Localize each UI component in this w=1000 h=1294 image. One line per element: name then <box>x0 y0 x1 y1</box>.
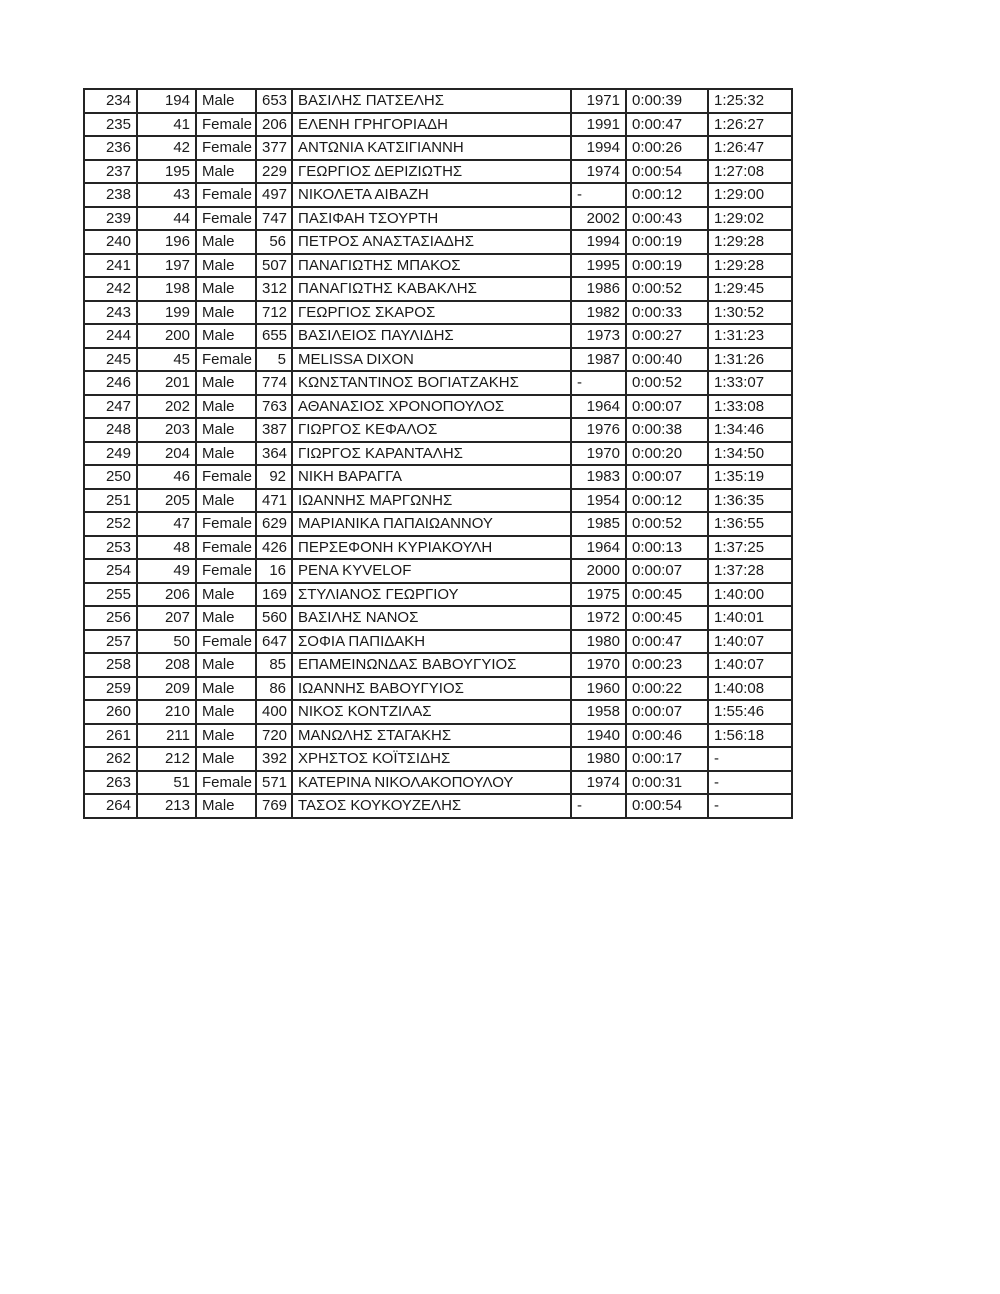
cell-bib-number: 471 <box>256 489 292 513</box>
cell-gender: Male <box>196 160 256 184</box>
cell-bib-number: 392 <box>256 747 292 771</box>
cell-overall-rank: 261 <box>84 724 137 748</box>
table-row <box>84 301 792 325</box>
cell-birth-year: 1970 <box>571 653 626 677</box>
cell-gap-time: 0:00:52 <box>626 277 708 301</box>
cell-overall-rank: 245 <box>84 348 137 372</box>
cell-bib-number: 5 <box>256 348 292 372</box>
cell-gap-time: 0:00:19 <box>626 230 708 254</box>
table-row <box>84 395 792 419</box>
cell-gender-rank: 210 <box>137 700 196 724</box>
table-row <box>84 277 792 301</box>
cell-overall-rank: 240 <box>84 230 137 254</box>
table-row <box>84 489 792 513</box>
cell-athlete-name: ΣΤΥΛΙΑΝΟΣ ΓΕΩΡΓΙΟΥ <box>292 583 571 607</box>
table-row <box>84 254 792 278</box>
cell-athlete-name: ΜΑΡΙΑΝΙΚΑ ΠΑΠΑΙΩΑΝΝΟΥ <box>292 512 571 536</box>
cell-overall-rank: 248 <box>84 418 137 442</box>
cell-gender-rank: 211 <box>137 724 196 748</box>
cell-overall-rank: 263 <box>84 771 137 795</box>
cell-overall-rank: 253 <box>84 536 137 560</box>
cell-gender: Male <box>196 324 256 348</box>
cell-bib-number: 497 <box>256 183 292 207</box>
cell-overall-rank: 235 <box>84 113 137 137</box>
cell-bib-number: 229 <box>256 160 292 184</box>
cell-gap-time: 0:00:12 <box>626 489 708 513</box>
table-row <box>84 677 792 701</box>
cell-finish-time: 1:29:28 <box>708 230 792 254</box>
cell-athlete-name: ΝΙΚΟΛΕΤΑ ΑΙΒΑΖΗ <box>292 183 571 207</box>
table-row <box>84 136 792 160</box>
cell-overall-rank: 234 <box>84 89 137 113</box>
cell-finish-time: 1:40:08 <box>708 677 792 701</box>
table-row <box>84 348 792 372</box>
cell-bib-number: 85 <box>256 653 292 677</box>
cell-gap-time: 0:00:38 <box>626 418 708 442</box>
cell-birth-year: 1972 <box>571 606 626 630</box>
cell-overall-rank: 243 <box>84 301 137 325</box>
cell-gender: Male <box>196 747 256 771</box>
cell-overall-rank: 244 <box>84 324 137 348</box>
cell-gap-time: 0:00:07 <box>626 559 708 583</box>
cell-gender-rank: 208 <box>137 653 196 677</box>
cell-athlete-name: ΧΡΗΣΤΟΣ ΚΟΪΤΣΙΔΗΣ <box>292 747 571 771</box>
cell-athlete-name: MELISSA DIXON <box>292 348 571 372</box>
cell-gender: Male <box>196 371 256 395</box>
cell-athlete-name: ΙΩΑΝΝΗΣ ΜΑΡΓΩΝΗΣ <box>292 489 571 513</box>
cell-athlete-name: ΝΙΚΗ ΒΑΡΑΓΓΑ <box>292 465 571 489</box>
cell-overall-rank: 255 <box>84 583 137 607</box>
cell-athlete-name: ΠΑΝΑΓΙΩΤΗΣ ΚΑΒΑΚΛΗΣ <box>292 277 571 301</box>
cell-overall-rank: 262 <box>84 747 137 771</box>
cell-gender: Male <box>196 418 256 442</box>
cell-finish-time: - <box>708 794 792 818</box>
cell-birth-year: 1954 <box>571 489 626 513</box>
cell-athlete-name: ΣΟΦΙΑ ΠΑΠΙΔΑΚΗ <box>292 630 571 654</box>
cell-birth-year: 1940 <box>571 724 626 748</box>
cell-gender-rank: 204 <box>137 442 196 466</box>
cell-gender: Female <box>196 465 256 489</box>
cell-finish-time: 1:37:25 <box>708 536 792 560</box>
cell-overall-rank: 251 <box>84 489 137 513</box>
cell-gender-rank: 45 <box>137 348 196 372</box>
cell-finish-time: 1:33:07 <box>708 371 792 395</box>
cell-birth-year: 1991 <box>571 113 626 137</box>
cell-bib-number: 653 <box>256 89 292 113</box>
cell-gender: Female <box>196 536 256 560</box>
cell-gender-rank: 195 <box>137 160 196 184</box>
cell-athlete-name: ΓΕΩΡΓΙΟΣ ΔΕΡΙΖΙΩΤΗΣ <box>292 160 571 184</box>
cell-gender: Female <box>196 183 256 207</box>
cell-gender: Male <box>196 677 256 701</box>
table-row <box>84 771 792 795</box>
cell-overall-rank: 238 <box>84 183 137 207</box>
cell-gender: Female <box>196 348 256 372</box>
cell-gender: Female <box>196 630 256 654</box>
cell-gender-rank: 213 <box>137 794 196 818</box>
cell-bib-number: 206 <box>256 113 292 137</box>
cell-overall-rank: 259 <box>84 677 137 701</box>
cell-gender: Male <box>196 653 256 677</box>
table-row <box>84 89 792 113</box>
cell-bib-number: 763 <box>256 395 292 419</box>
table-row <box>84 724 792 748</box>
cell-gender-rank: 43 <box>137 183 196 207</box>
cell-overall-rank: 264 <box>84 794 137 818</box>
cell-athlete-name: ΚΑΤΕΡΙΝΑ ΝΙΚΟΛΑΚΟΠΟΥΛΟΥ <box>292 771 571 795</box>
cell-gender: Male <box>196 583 256 607</box>
cell-bib-number: 655 <box>256 324 292 348</box>
cell-gap-time: 0:00:17 <box>626 747 708 771</box>
cell-overall-rank: 256 <box>84 606 137 630</box>
table-row <box>84 371 792 395</box>
cell-birth-year: - <box>571 794 626 818</box>
cell-gender-rank: 207 <box>137 606 196 630</box>
cell-overall-rank: 239 <box>84 207 137 231</box>
cell-gap-time: 0:00:52 <box>626 512 708 536</box>
table-row <box>84 230 792 254</box>
cell-gender-rank: 202 <box>137 395 196 419</box>
table-row <box>84 113 792 137</box>
cell-bib-number: 377 <box>256 136 292 160</box>
cell-gap-time: 0:00:45 <box>626 606 708 630</box>
cell-overall-rank: 260 <box>84 700 137 724</box>
cell-finish-time: 1:29:00 <box>708 183 792 207</box>
cell-overall-rank: 257 <box>84 630 137 654</box>
cell-finish-time: - <box>708 771 792 795</box>
cell-bib-number: 571 <box>256 771 292 795</box>
cell-birth-year: 1994 <box>571 136 626 160</box>
table-row <box>84 794 792 818</box>
cell-athlete-name: ΠΕΡΣΕΦΟΝΗ ΚΥΡΙΑΚΟΥΛΗ <box>292 536 571 560</box>
cell-overall-rank: 246 <box>84 371 137 395</box>
cell-bib-number: 312 <box>256 277 292 301</box>
cell-gender: Male <box>196 230 256 254</box>
cell-birth-year: 1980 <box>571 630 626 654</box>
cell-gap-time: 0:00:47 <box>626 630 708 654</box>
cell-athlete-name: ΠΑΝΑΓΙΩΤΗΣ ΜΠΑΚΟΣ <box>292 254 571 278</box>
table-row <box>84 653 792 677</box>
cell-athlete-name: ΒΑΣΙΛΗΣ ΝΑΝΟΣ <box>292 606 571 630</box>
table-row <box>84 583 792 607</box>
cell-birth-year: 1983 <box>571 465 626 489</box>
cell-gender: Female <box>196 136 256 160</box>
cell-overall-rank: 237 <box>84 160 137 184</box>
table-row <box>84 630 792 654</box>
cell-gender: Male <box>196 277 256 301</box>
cell-gender-rank: 46 <box>137 465 196 489</box>
cell-finish-time: 1:34:46 <box>708 418 792 442</box>
table-row <box>84 183 792 207</box>
cell-overall-rank: 252 <box>84 512 137 536</box>
cell-finish-time: 1:40:01 <box>708 606 792 630</box>
cell-finish-time: 1:56:18 <box>708 724 792 748</box>
cell-athlete-name: ΑΘΑΝΑΣΙΟΣ ΧΡΟΝΟΠΟΥΛΟΣ <box>292 395 571 419</box>
cell-bib-number: 747 <box>256 207 292 231</box>
cell-gap-time: 0:00:07 <box>626 700 708 724</box>
cell-finish-time: 1:55:46 <box>708 700 792 724</box>
cell-overall-rank: 249 <box>84 442 137 466</box>
cell-finish-time: 1:30:52 <box>708 301 792 325</box>
table-row <box>84 606 792 630</box>
cell-athlete-name: ΠΑΣΙΦΑΗ ΤΣΟΥΡΤΗ <box>292 207 571 231</box>
cell-finish-time: 1:31:23 <box>708 324 792 348</box>
cell-gender: Female <box>196 113 256 137</box>
cell-bib-number: 387 <box>256 418 292 442</box>
cell-gender: Male <box>196 724 256 748</box>
cell-finish-time: 1:27:08 <box>708 160 792 184</box>
cell-finish-time: 1:36:55 <box>708 512 792 536</box>
cell-finish-time: 1:33:08 <box>708 395 792 419</box>
cell-gender-rank: 47 <box>137 512 196 536</box>
cell-birth-year: 1974 <box>571 160 626 184</box>
cell-athlete-name: ΓΙΩΡΓΟΣ ΚΑΡΑΝΤΑΛΗΣ <box>292 442 571 466</box>
cell-overall-rank: 242 <box>84 277 137 301</box>
cell-gender: Male <box>196 606 256 630</box>
cell-finish-time: 1:36:35 <box>708 489 792 513</box>
cell-finish-time: 1:37:28 <box>708 559 792 583</box>
cell-gap-time: 0:00:52 <box>626 371 708 395</box>
cell-bib-number: 56 <box>256 230 292 254</box>
cell-gender-rank: 50 <box>137 630 196 654</box>
cell-gap-time: 0:00:12 <box>626 183 708 207</box>
cell-birth-year: 1958 <box>571 700 626 724</box>
cell-birth-year: 1987 <box>571 348 626 372</box>
cell-gap-time: 0:00:26 <box>626 136 708 160</box>
cell-gender: Male <box>196 395 256 419</box>
cell-birth-year: 1980 <box>571 747 626 771</box>
cell-athlete-name: ΒΑΣΙΛΕΙΟΣ ΠΑΥΛΙΔΗΣ <box>292 324 571 348</box>
cell-bib-number: 169 <box>256 583 292 607</box>
cell-birth-year: 1971 <box>571 89 626 113</box>
cell-gender: Male <box>196 794 256 818</box>
cell-birth-year: 1960 <box>571 677 626 701</box>
cell-finish-time: 1:40:00 <box>708 583 792 607</box>
cell-birth-year: - <box>571 183 626 207</box>
cell-overall-rank: 258 <box>84 653 137 677</box>
cell-athlete-name: ΠΕΤΡΟΣ ΑΝΑΣΤΑΣΙΑΔΗΣ <box>292 230 571 254</box>
cell-bib-number: 647 <box>256 630 292 654</box>
cell-gender: Male <box>196 89 256 113</box>
cell-birth-year: 1986 <box>571 277 626 301</box>
cell-bib-number: 364 <box>256 442 292 466</box>
cell-gap-time: 0:00:54 <box>626 160 708 184</box>
cell-gender: Female <box>196 559 256 583</box>
cell-gender-rank: 209 <box>137 677 196 701</box>
cell-gender: Male <box>196 254 256 278</box>
cell-bib-number: 400 <box>256 700 292 724</box>
cell-overall-rank: 247 <box>84 395 137 419</box>
cell-gap-time: 0:00:43 <box>626 207 708 231</box>
cell-birth-year: 1994 <box>571 230 626 254</box>
cell-gender-rank: 201 <box>137 371 196 395</box>
cell-athlete-name: ΚΩΝΣΤΑΝΤΙΝΟΣ ΒΟΓΙΑΤΖΑΚΗΣ <box>292 371 571 395</box>
table-row <box>84 700 792 724</box>
cell-bib-number: 16 <box>256 559 292 583</box>
cell-overall-rank: 254 <box>84 559 137 583</box>
cell-gender-rank: 206 <box>137 583 196 607</box>
cell-bib-number: 86 <box>256 677 292 701</box>
cell-gender-rank: 49 <box>137 559 196 583</box>
cell-bib-number: 507 <box>256 254 292 278</box>
cell-birth-year: 2000 <box>571 559 626 583</box>
cell-overall-rank: 236 <box>84 136 137 160</box>
cell-birth-year: 1985 <box>571 512 626 536</box>
cell-birth-year: 1976 <box>571 418 626 442</box>
cell-gender-rank: 48 <box>137 536 196 560</box>
cell-gap-time: 0:00:13 <box>626 536 708 560</box>
cell-athlete-name: PENA KYVELOF <box>292 559 571 583</box>
cell-finish-time: 1:26:27 <box>708 113 792 137</box>
cell-birth-year: 1995 <box>571 254 626 278</box>
cell-gender-rank: 196 <box>137 230 196 254</box>
cell-finish-time: 1:26:47 <box>708 136 792 160</box>
cell-athlete-name: ΤΑΣΟΣ ΚΟΥΚΟΥΖΕΛΗΣ <box>292 794 571 818</box>
cell-overall-rank: 241 <box>84 254 137 278</box>
cell-bib-number: 720 <box>256 724 292 748</box>
cell-gap-time: 0:00:20 <box>626 442 708 466</box>
cell-bib-number: 769 <box>256 794 292 818</box>
cell-gender-rank: 200 <box>137 324 196 348</box>
cell-gender: Male <box>196 301 256 325</box>
cell-athlete-name: ΕΛΕΝΗ ΓΡΗΓΟΡΙΑΔΗ <box>292 113 571 137</box>
cell-birth-year: 1970 <box>571 442 626 466</box>
results-table-body <box>84 89 792 818</box>
cell-gap-time: 0:00:22 <box>626 677 708 701</box>
cell-finish-time: 1:40:07 <box>708 630 792 654</box>
cell-gap-time: 0:00:46 <box>626 724 708 748</box>
cell-gap-time: 0:00:19 <box>626 254 708 278</box>
table-row <box>84 536 792 560</box>
cell-athlete-name: ΕΠΑΜΕΙΝΩΝΔΑΣ ΒΑΒΟΥΓΥΙΟΣ <box>292 653 571 677</box>
cell-bib-number: 560 <box>256 606 292 630</box>
cell-gender-rank: 41 <box>137 113 196 137</box>
cell-gender-rank: 205 <box>137 489 196 513</box>
cell-athlete-name: ΙΩΑΝΝΗΣ ΒΑΒΟΥΓΥΙΟΣ <box>292 677 571 701</box>
cell-athlete-name: ΝΙΚΟΣ ΚΟΝΤΖΙΛΑΣ <box>292 700 571 724</box>
cell-birth-year: 1964 <box>571 536 626 560</box>
cell-birth-year: 2002 <box>571 207 626 231</box>
cell-finish-time: 1:29:02 <box>708 207 792 231</box>
cell-finish-time: 1:35:19 <box>708 465 792 489</box>
cell-athlete-name: ΜΑΝΩΛΗΣ ΣΤΑΓΑΚΗΣ <box>292 724 571 748</box>
cell-gender: Female <box>196 771 256 795</box>
cell-gap-time: 0:00:54 <box>626 794 708 818</box>
cell-birth-year: 1982 <box>571 301 626 325</box>
cell-finish-time: 1:29:28 <box>708 254 792 278</box>
cell-birth-year: 1975 <box>571 583 626 607</box>
table-row <box>84 512 792 536</box>
cell-gender: Male <box>196 442 256 466</box>
cell-finish-time: 1:29:45 <box>708 277 792 301</box>
cell-gender-rank: 198 <box>137 277 196 301</box>
cell-overall-rank: 250 <box>84 465 137 489</box>
cell-gender: Male <box>196 489 256 513</box>
cell-gender: Female <box>196 512 256 536</box>
cell-birth-year: 1964 <box>571 395 626 419</box>
cell-birth-year: - <box>571 371 626 395</box>
cell-gender-rank: 44 <box>137 207 196 231</box>
cell-gender: Female <box>196 207 256 231</box>
cell-bib-number: 774 <box>256 371 292 395</box>
table-row <box>84 559 792 583</box>
cell-birth-year: 1973 <box>571 324 626 348</box>
cell-gap-time: 0:00:31 <box>626 771 708 795</box>
cell-bib-number: 92 <box>256 465 292 489</box>
cell-gender-rank: 194 <box>137 89 196 113</box>
cell-gender-rank: 212 <box>137 747 196 771</box>
cell-finish-time: - <box>708 747 792 771</box>
table-row <box>84 442 792 466</box>
table-row <box>84 747 792 771</box>
cell-gender-rank: 197 <box>137 254 196 278</box>
cell-athlete-name: ΓΕΩΡΓΙΟΣ ΣΚΑΡΟΣ <box>292 301 571 325</box>
cell-gender-rank: 203 <box>137 418 196 442</box>
cell-gap-time: 0:00:39 <box>626 89 708 113</box>
cell-gender-rank: 42 <box>137 136 196 160</box>
cell-athlete-name: ΓΙΩΡΓΟΣ ΚΕΦΑΛΟΣ <box>292 418 571 442</box>
race-results-table <box>83 88 793 819</box>
cell-bib-number: 426 <box>256 536 292 560</box>
cell-athlete-name: ΒΑΣΙΛΗΣ ΠΑΤΣΕΛΗΣ <box>292 89 571 113</box>
cell-gap-time: 0:00:27 <box>626 324 708 348</box>
cell-gap-time: 0:00:45 <box>626 583 708 607</box>
cell-athlete-name: ΑΝΤΩΝΙΑ ΚΑΤΣΙΓΙΑΝΝΗ <box>292 136 571 160</box>
table-row <box>84 207 792 231</box>
cell-finish-time: 1:25:32 <box>708 89 792 113</box>
cell-gender-rank: 51 <box>137 771 196 795</box>
table-row <box>84 418 792 442</box>
cell-finish-time: 1:40:07 <box>708 653 792 677</box>
cell-finish-time: 1:34:50 <box>708 442 792 466</box>
cell-gap-time: 0:00:40 <box>626 348 708 372</box>
cell-gap-time: 0:00:33 <box>626 301 708 325</box>
cell-bib-number: 712 <box>256 301 292 325</box>
cell-birth-year: 1974 <box>571 771 626 795</box>
table-row <box>84 160 792 184</box>
cell-gap-time: 0:00:23 <box>626 653 708 677</box>
cell-finish-time: 1:31:26 <box>708 348 792 372</box>
cell-gender: Male <box>196 700 256 724</box>
cell-gap-time: 0:00:47 <box>626 113 708 137</box>
cell-gender-rank: 199 <box>137 301 196 325</box>
table-row <box>84 465 792 489</box>
cell-gap-time: 0:00:07 <box>626 465 708 489</box>
cell-gap-time: 0:00:07 <box>626 395 708 419</box>
cell-bib-number: 629 <box>256 512 292 536</box>
table-row <box>84 324 792 348</box>
